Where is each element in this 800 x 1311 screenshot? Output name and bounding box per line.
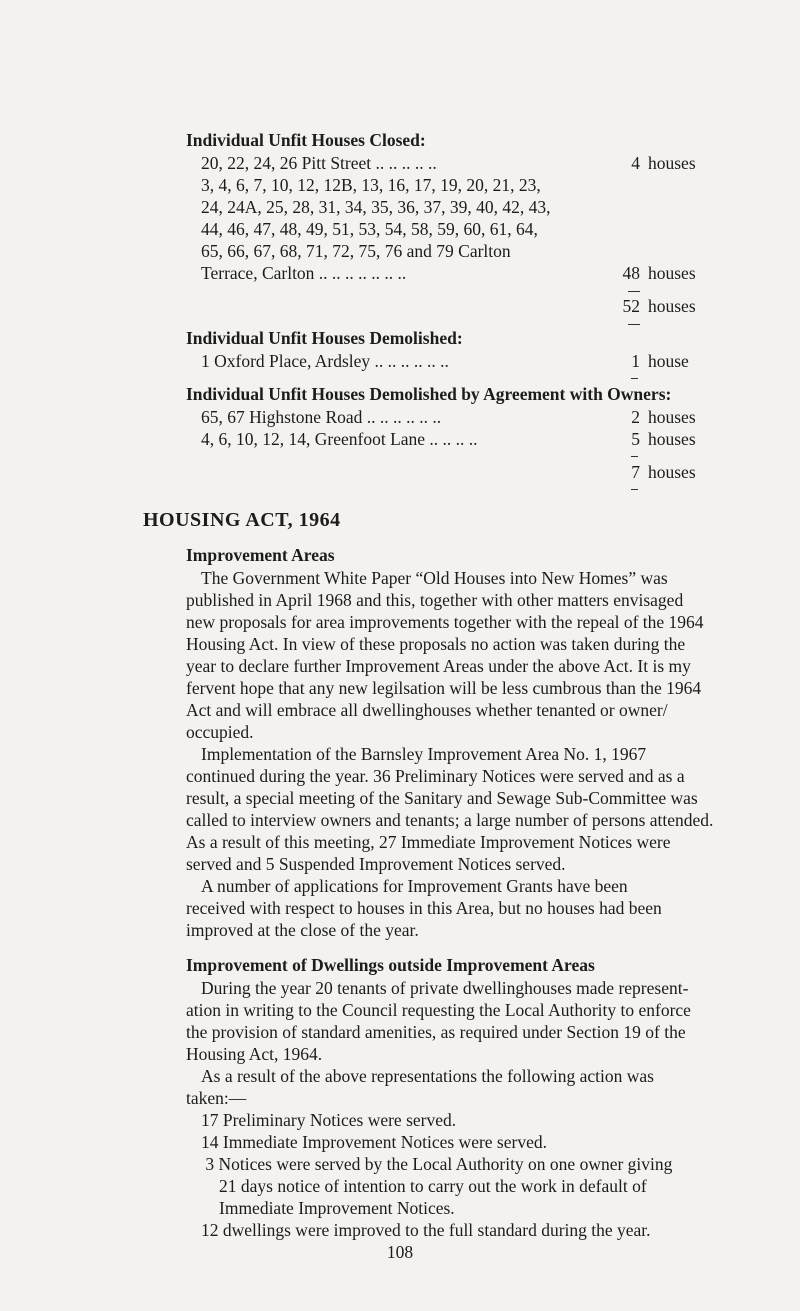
closed-line-6: Terrace, Carlton .. .. .. .. .. .. .. bbox=[201, 263, 407, 283]
list-item: 3 Notices were served by the Local Authority on one owner giving bbox=[201, 1154, 673, 1174]
outside-areas-heading: Improvement of Dwellings outside Improvement Areas bbox=[186, 955, 595, 975]
body-line: ation in writing to the Council requesting the Local Authority to enforce bbox=[186, 1000, 691, 1020]
divider bbox=[631, 456, 638, 457]
body-line: occupied. bbox=[186, 722, 254, 742]
body-line: served and 5 Suspended Improvement Notices served. bbox=[186, 854, 566, 874]
agreement-line-2-unit: houses bbox=[648, 429, 696, 449]
divider bbox=[631, 378, 638, 379]
body-line: Housing Act. In view of these proposals no action was taken during the bbox=[186, 634, 686, 654]
improvement-areas-heading: Improvement Areas bbox=[186, 545, 335, 565]
agreement-total-count: 7 bbox=[631, 462, 640, 482]
list-item-continued: Immediate Improvement Notices. bbox=[219, 1198, 455, 1218]
closed-line-6-unit: houses bbox=[648, 263, 696, 283]
demolished-line-1: 1 Oxford Place, Ardsley .. .. .. .. .. .. bbox=[201, 351, 449, 371]
agreement-line-1-unit: houses bbox=[648, 407, 696, 427]
closed-line-1: 20, 22, 24, 26 Pitt Street .. .. .. .. .. bbox=[201, 153, 437, 173]
body-line: A number of applications for Improvement Grants have been bbox=[201, 876, 628, 896]
body-line: As a result of the above representations the following action was bbox=[201, 1066, 654, 1086]
body-line: result, a special meeting of the Sanitary and Sewage Sub-Committee was bbox=[186, 788, 698, 808]
demolished-line-1-count: 1 bbox=[631, 351, 640, 371]
body-line: As a result of this meeting, 27 Immediate Improvement Notices were bbox=[186, 832, 671, 852]
body-line: year to declare further Improvement Areas under the above Act. It is my bbox=[186, 656, 691, 676]
divider bbox=[628, 291, 640, 292]
list-item: 14 Immediate Improvement Notices were served. bbox=[201, 1132, 547, 1152]
closed-line-2: 3, 4, 6, 7, 10, 12, 12B, 13, 16, 17, 19, 20, 21, 23, bbox=[201, 175, 541, 195]
body-line: received with respect to houses in this Area, but no houses had been bbox=[186, 898, 662, 918]
closed-line-4: 44, 46, 47, 48, 49, 51, 53, 54, 58, 59, 60, 61, 64, bbox=[201, 219, 538, 239]
list-item: 12 dwellings were improved to the full standard during the year. bbox=[201, 1220, 651, 1240]
closed-total-unit: houses bbox=[648, 296, 696, 316]
body-line: improved at the close of the year. bbox=[186, 920, 419, 940]
body-line: taken:— bbox=[186, 1088, 247, 1108]
body-line: The Government White Paper “Old Houses into New Homes” was bbox=[201, 568, 668, 588]
body-line: new proposals for area improvements together with the repeal of the 1964 bbox=[186, 612, 704, 632]
body-line: called to interview owners and tenants; a large number of persons attended. bbox=[186, 810, 714, 830]
section-title: HOUSING ACT, 1964 bbox=[143, 509, 341, 531]
body-line: continued during the year. 36 Preliminary Notices were served and as a bbox=[186, 766, 685, 786]
body-line: published in April 1968 and this, together with other matters envisaged bbox=[186, 590, 684, 610]
closed-line-1-count: 4 bbox=[631, 153, 640, 173]
closed-line-6-count: 48 bbox=[622, 263, 640, 283]
agreement-line-1: 65, 67 Highstone Road .. .. .. .. .. .. bbox=[201, 407, 442, 427]
agreement-line-2: 4, 6, 10, 12, 14, Greenfoot Lane .. .. .. .. bbox=[201, 429, 478, 449]
body-line: the provision of standard amenities, as required under Section 19 of the bbox=[186, 1022, 686, 1042]
demolished-line-1-unit: house bbox=[648, 351, 689, 371]
closed-line-5: 65, 66, 67, 68, 71, 72, 75, 76 and 79 Carlton bbox=[201, 241, 511, 261]
closed-line-3: 24, 24A, 25, 28, 31, 34, 35, 36, 37, 39, 40, 42, 43, bbox=[201, 197, 551, 217]
agreement-line-2-count: 5 bbox=[631, 429, 640, 449]
body-line: During the year 20 tenants of private dwellinghouses made represent- bbox=[201, 978, 689, 998]
closed-line-1-unit: houses bbox=[648, 153, 696, 173]
agreement-heading: Individual Unfit Houses Demolished by Agreement with Owners: bbox=[186, 384, 672, 404]
divider bbox=[628, 324, 640, 325]
list-item: 17 Preliminary Notices were served. bbox=[201, 1110, 457, 1130]
body-line: Housing Act, 1964. bbox=[186, 1044, 323, 1064]
agreement-line-1-count: 2 bbox=[631, 407, 640, 427]
body-line: fervent hope that any new legilsation will be less cumbrous than the 1964 bbox=[186, 678, 702, 698]
list-item-continued: 21 days notice of intention to carry out the work in default of bbox=[219, 1176, 647, 1196]
closed-total-count: 52 bbox=[622, 296, 640, 316]
body-line: Act and will embrace all dwellinghouses whether tenanted or owner/ bbox=[186, 700, 668, 720]
demolished-heading: Individual Unfit Houses Demolished: bbox=[186, 328, 463, 348]
divider bbox=[631, 489, 638, 490]
page-number: 108 bbox=[386, 1242, 414, 1262]
agreement-total-unit: houses bbox=[648, 462, 696, 482]
closed-heading: Individual Unfit Houses Closed: bbox=[186, 130, 426, 150]
body-line: Implementation of the Barnsley Improvement Area No. 1, 1967 bbox=[201, 744, 647, 764]
